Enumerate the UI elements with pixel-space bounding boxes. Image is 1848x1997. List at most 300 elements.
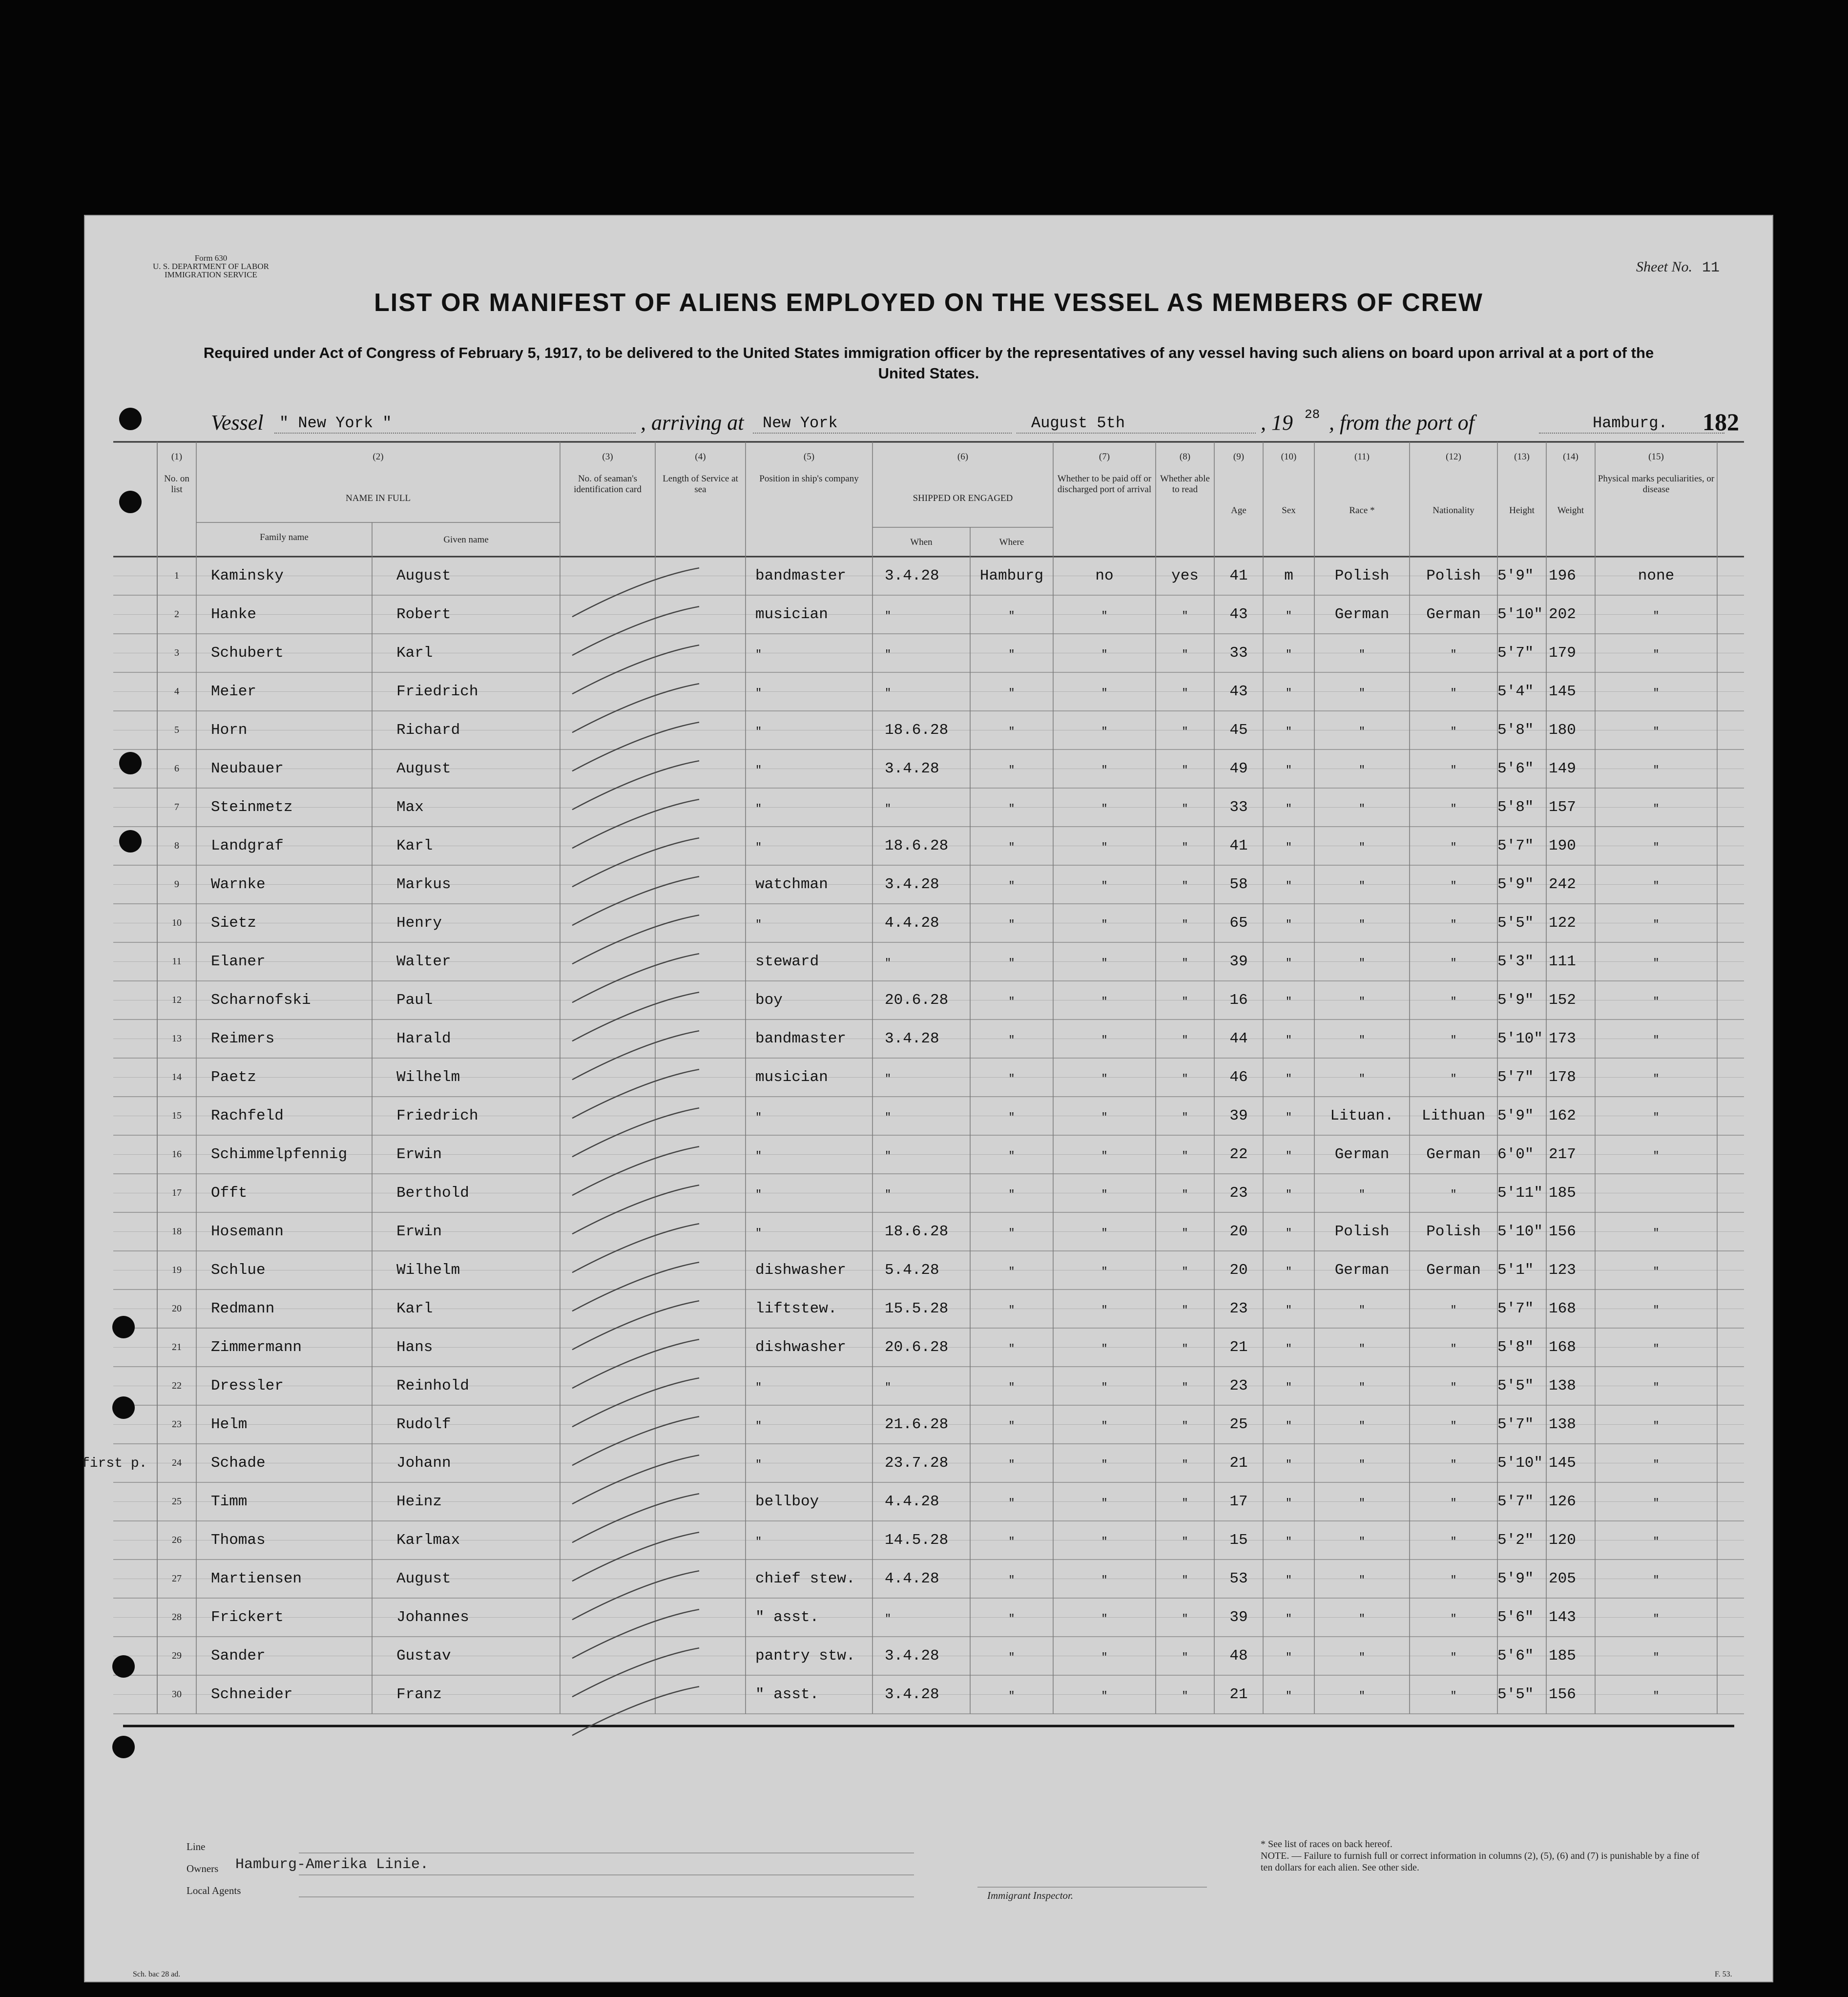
cell-read: " — [1182, 1343, 1188, 1355]
cell-height: 5'6" — [1497, 1609, 1534, 1626]
cell-race: Polish — [1334, 1223, 1390, 1240]
cell-where: " — [1008, 1651, 1015, 1664]
cell-position: dishwasher — [755, 1262, 847, 1279]
header-col-c9-label: Age — [1231, 505, 1246, 516]
cell-paid: " — [1101, 610, 1108, 622]
row-number: 24 — [172, 1457, 182, 1468]
form-number: Form 630 — [194, 253, 228, 263]
cell-age: 43 — [1229, 683, 1248, 700]
cell-marks: " — [1653, 1343, 1660, 1355]
cell-sex: " — [1285, 1304, 1292, 1316]
cell-position: bandmaster — [755, 1030, 847, 1047]
cell-nationality: German — [1426, 1146, 1481, 1163]
cell-given: Rudolf — [396, 1416, 451, 1433]
cell-weight: 157 — [1549, 799, 1576, 816]
cell-where: " — [1008, 880, 1015, 892]
cell-position: chief stew. — [755, 1570, 855, 1587]
cell-nationality: " — [1450, 841, 1457, 853]
cell-marks: " — [1653, 1073, 1660, 1085]
cell-weight: 196 — [1549, 567, 1576, 584]
cell-weight: 185 — [1549, 1185, 1576, 1202]
cell-read: " — [1182, 648, 1188, 661]
header-col-c11-number: (11) — [1354, 452, 1370, 462]
cell-read: " — [1182, 1536, 1188, 1548]
cell-when: 18.6.28 — [885, 1223, 949, 1240]
cell-paid: " — [1101, 1690, 1108, 1702]
tally-mark — [572, 1339, 699, 1388]
cell-where: " — [1008, 1613, 1015, 1625]
cell-when: 4.4.28 — [885, 915, 939, 932]
cell-weight: 138 — [1549, 1416, 1576, 1433]
cell-paid: " — [1101, 1034, 1108, 1046]
cell-height: 5'9" — [1497, 567, 1534, 584]
cell-position: " — [755, 1150, 762, 1162]
cell-marks: " — [1653, 648, 1660, 661]
cell-age: 16 — [1229, 992, 1248, 1009]
cell-when: " — [885, 687, 892, 699]
cell-weight: 156 — [1549, 1686, 1576, 1703]
cell-marks: " — [1653, 996, 1660, 1008]
cell-read: " — [1182, 1420, 1188, 1432]
tally-mark — [572, 1648, 699, 1697]
cell-weight: 168 — [1549, 1300, 1576, 1317]
cell-read: " — [1182, 1111, 1188, 1123]
cell-height: 5'8" — [1497, 799, 1534, 816]
cell-nationality: " — [1450, 1343, 1457, 1355]
cell-when: 3.4.28 — [885, 1030, 939, 1047]
cell-marks: " — [1653, 726, 1660, 738]
cell-weight: 162 — [1549, 1107, 1576, 1124]
cell-marks: " — [1653, 957, 1660, 969]
row-number: 5 — [174, 725, 179, 735]
cell-given: August — [396, 1570, 451, 1587]
cell-marks: " — [1653, 1150, 1660, 1162]
tally-mark — [572, 1262, 699, 1311]
cell-where: " — [1008, 687, 1015, 699]
cell-weight: 185 — [1549, 1647, 1576, 1664]
cell-where: " — [1008, 1343, 1015, 1355]
cell-marks: " — [1653, 1651, 1660, 1664]
cell-sex: " — [1285, 1420, 1292, 1432]
cell-height: 5'7" — [1497, 1493, 1534, 1510]
cell-marks: " — [1653, 1536, 1660, 1548]
cell-height: 5'8" — [1497, 1339, 1534, 1356]
cell-family: Kaminsky — [211, 567, 284, 584]
cell-family: Warnke — [211, 876, 266, 893]
cell-height: 5'7" — [1497, 837, 1534, 854]
cell-sex: " — [1285, 841, 1292, 853]
cell-weight: 205 — [1549, 1570, 1576, 1587]
cell-age: 20 — [1229, 1223, 1248, 1240]
row-number: 26 — [172, 1535, 182, 1545]
cell-race: " — [1358, 726, 1366, 738]
cell-race: German — [1334, 1262, 1390, 1279]
cell-paid: " — [1101, 1574, 1108, 1586]
cell-weight: 156 — [1549, 1223, 1576, 1240]
cell-when: 20.6.28 — [885, 1339, 949, 1356]
cell-height: 5'9" — [1497, 1570, 1534, 1587]
cell-position: " — [755, 1188, 762, 1201]
cell-where: " — [1008, 726, 1015, 738]
cell-age: 20 — [1229, 1262, 1248, 1279]
header-col-c2-number: (2) — [373, 452, 384, 462]
header-col-c3-number: (3) — [602, 452, 613, 462]
arriving-label: , arriving at — [641, 411, 744, 435]
binder-hole — [112, 1736, 135, 1758]
row-number: 4 — [174, 686, 179, 697]
cell-race: " — [1358, 841, 1366, 853]
cell-when: 14.5.28 — [885, 1532, 949, 1549]
cell-family: Zimmermann — [211, 1339, 302, 1356]
row-number: 23 — [172, 1419, 182, 1430]
cell-sex: " — [1285, 1266, 1292, 1278]
cell-read: " — [1182, 1458, 1188, 1471]
tally-mark — [572, 1455, 699, 1504]
cell-when: " — [885, 610, 892, 622]
row-number: 28 — [172, 1612, 182, 1623]
cell-read: " — [1182, 1073, 1188, 1085]
cell-height: 5'1" — [1497, 1262, 1534, 1279]
cell-race: " — [1358, 1304, 1366, 1316]
cell-when: 21.6.28 — [885, 1416, 949, 1433]
cell-race: " — [1358, 1188, 1366, 1201]
cell-position: dishwasher — [755, 1339, 847, 1356]
cell-weight: 122 — [1549, 915, 1576, 932]
cell-given: Gustav — [396, 1647, 451, 1664]
cell-sex: " — [1285, 1073, 1292, 1085]
cell-nationality: " — [1450, 1690, 1457, 1702]
cell-sex: " — [1285, 957, 1292, 969]
cell-given: Robert — [396, 606, 451, 623]
cell-age: 53 — [1229, 1570, 1248, 1587]
cell-marks: " — [1653, 764, 1660, 776]
cell-position: " — [755, 918, 762, 931]
cell-height: 5'10" — [1497, 606, 1543, 623]
cell-given: Paul — [396, 992, 433, 1009]
cell-height: 5'8" — [1497, 722, 1534, 739]
cell-weight: 145 — [1549, 1455, 1576, 1472]
row-number: 12 — [172, 995, 182, 1005]
cell-sex: " — [1285, 764, 1292, 776]
cell-race: " — [1358, 1613, 1366, 1625]
cell-family: Horn — [211, 722, 248, 739]
cell-family: Timm — [211, 1493, 248, 1510]
arrival-date: August 5th — [1031, 414, 1125, 432]
cell-paid: " — [1101, 1073, 1108, 1085]
cell-family: Steinmetz — [211, 799, 293, 816]
footnote-races: * See list of races on back hereof. — [1261, 1839, 1392, 1850]
cell-marks: " — [1653, 1304, 1660, 1316]
cell-marks: " — [1653, 1458, 1660, 1471]
cell-where: " — [1008, 1111, 1015, 1123]
cell-position: " — [755, 1420, 762, 1432]
cell-when: " — [885, 803, 892, 815]
cell-given: Henry — [396, 915, 442, 932]
row-number: 18 — [172, 1226, 182, 1237]
cell-marks: none — [1638, 567, 1675, 584]
cell-family: Paetz — [211, 1069, 257, 1086]
cell-family: Martiensen — [211, 1570, 302, 1587]
cell-position: boy — [755, 992, 783, 1009]
row-annotation: first p. — [82, 1456, 147, 1471]
cell-when: " — [885, 1613, 892, 1625]
cell-read: " — [1182, 687, 1188, 699]
row-number: 10 — [172, 917, 182, 928]
cell-race: " — [1358, 1420, 1366, 1432]
cell-when: 3.4.28 — [885, 760, 939, 777]
cell-given: Richard — [396, 722, 460, 739]
cell-nationality: " — [1450, 803, 1457, 815]
sheet-number-label: Sheet No. — [1636, 259, 1692, 275]
cell-nationality: " — [1450, 726, 1457, 738]
cell-age: 25 — [1229, 1416, 1248, 1433]
binder-hole — [119, 491, 142, 513]
cell-weight: 111 — [1549, 953, 1576, 970]
cell-weight: 242 — [1549, 876, 1576, 893]
tally-mark — [572, 1571, 699, 1620]
row-number: 9 — [174, 879, 179, 890]
cell-marks: " — [1653, 1613, 1660, 1625]
cell-nationality: " — [1450, 687, 1457, 699]
tally-mark — [572, 838, 699, 887]
cell-race: " — [1358, 1690, 1366, 1702]
cell-age: 46 — [1229, 1069, 1248, 1086]
cell-nationality: " — [1450, 880, 1457, 892]
cell-where: " — [1008, 1458, 1015, 1471]
service-name: IMMIGRATION SERVICE — [165, 270, 257, 279]
tally-mark — [572, 915, 699, 964]
cell-when: 3.4.28 — [885, 1686, 939, 1703]
cell-read: " — [1182, 957, 1188, 969]
cell-read: " — [1182, 610, 1188, 622]
vessel-label: Vessel — [211, 411, 264, 435]
header-col-c6-number: (6) — [957, 452, 969, 462]
cell-when: " — [885, 957, 892, 969]
cell-family: Sietz — [211, 915, 257, 932]
cell-when: 3.4.28 — [885, 567, 939, 584]
row-number: 13 — [172, 1033, 182, 1044]
cell-nationality: " — [1450, 1420, 1457, 1432]
cell-paid: " — [1101, 1150, 1108, 1162]
cell-given: Johannes — [396, 1609, 469, 1626]
header-sub-c6b: Where — [999, 537, 1024, 547]
cell-given: Heinz — [396, 1493, 442, 1510]
tally-mark — [572, 722, 699, 771]
cell-age: 23 — [1229, 1377, 1248, 1394]
cell-read: " — [1182, 1613, 1188, 1625]
cell-where: " — [1008, 648, 1015, 661]
cell-nationality: " — [1450, 1574, 1457, 1586]
cell-position: " — [755, 648, 762, 661]
cell-marks: " — [1653, 1381, 1660, 1394]
tally-mark — [572, 1494, 699, 1542]
cell-given: Wilhelm — [396, 1262, 460, 1279]
header-col-c10-label: Sex — [1282, 505, 1296, 516]
cell-given: Walter — [396, 953, 451, 970]
cell-nationality: " — [1450, 1188, 1457, 1201]
cell-age: 58 — [1229, 876, 1248, 893]
cell-weight: 180 — [1549, 722, 1576, 739]
year-suffix: 28 — [1305, 407, 1320, 422]
row-number: 11 — [172, 956, 182, 967]
cell-family: Schubert — [211, 645, 284, 662]
cell-where: " — [1008, 1073, 1015, 1085]
cell-family: Schade — [211, 1455, 266, 1472]
manifest-sheet — [84, 215, 1773, 1982]
header-col-c12-label: Nationality — [1433, 505, 1474, 516]
cell-position: " — [755, 841, 762, 853]
cell-marks: " — [1653, 841, 1660, 853]
cell-height: 5'9" — [1497, 992, 1534, 1009]
tally-mark — [572, 1378, 699, 1427]
cell-paid: " — [1101, 1188, 1108, 1201]
cell-height: 5'9" — [1497, 1107, 1534, 1124]
cell-read: " — [1182, 1188, 1188, 1201]
row-number: 25 — [172, 1496, 182, 1507]
cell-height: 5'7" — [1497, 1069, 1534, 1086]
cell-family: Dressler — [211, 1377, 284, 1394]
cell-when: 18.6.28 — [885, 722, 949, 739]
page-subtitle: Required under Act of Congress of February 5, 1917, to be delivered to the United States immigration officer by the representatives of any vessel having such aliens on board upon arrival at a port of the United States. — [203, 344, 1654, 382]
cell-race: " — [1358, 957, 1366, 969]
cell-race: " — [1358, 803, 1366, 815]
cell-given: Max — [396, 799, 424, 816]
cell-sex: " — [1285, 996, 1292, 1008]
cell-position: bandmaster — [755, 567, 847, 584]
cell-given: Karl — [396, 645, 433, 662]
cell-sex: " — [1285, 803, 1292, 815]
cell-where: " — [1008, 918, 1015, 931]
from-port-label: , from the port of — [1329, 411, 1474, 435]
row-number: 29 — [172, 1650, 182, 1661]
cell-family: Hosemann — [211, 1223, 284, 1240]
cell-position: pantry stw. — [755, 1647, 855, 1664]
cell-age: 17 — [1229, 1493, 1248, 1510]
cell-marks: " — [1653, 1034, 1660, 1046]
cell-family: Schimmelpfennig — [211, 1146, 348, 1163]
arrival-port: New York — [763, 414, 838, 432]
header-col-c1-label: No. on list — [164, 474, 189, 495]
cell-given: Friedrich — [396, 683, 478, 700]
header-col-c13-label: Height — [1509, 505, 1535, 516]
cell-height: 5'6" — [1497, 1647, 1534, 1664]
cell-paid: " — [1101, 1304, 1108, 1316]
cell-weight: 143 — [1549, 1609, 1576, 1626]
cell-weight: 202 — [1549, 606, 1576, 623]
tally-mark — [572, 1416, 699, 1465]
cell-nationality: " — [1450, 1651, 1457, 1664]
header-col-c6-label: SHIPPED OR ENGAGED — [913, 493, 1013, 503]
row-number: 17 — [172, 1187, 182, 1198]
tally-mark — [572, 799, 699, 848]
cell-paid: " — [1101, 996, 1108, 1008]
row-number: 15 — [172, 1110, 182, 1121]
cell-nationality: " — [1450, 764, 1457, 776]
header-col-c15-number: (15) — [1648, 452, 1664, 462]
cell-race: " — [1358, 764, 1366, 776]
footnote — [1261, 1838, 1700, 1873]
cell-paid: " — [1101, 1111, 1108, 1123]
cell-read: " — [1182, 1304, 1188, 1316]
cell-where: " — [1008, 764, 1015, 776]
cell-read: " — [1182, 1381, 1188, 1394]
cell-given: Markus — [396, 876, 451, 893]
cell-paid: " — [1101, 880, 1108, 892]
header-sub-c2b: Given name — [443, 535, 489, 545]
cell-given: Reinhold — [396, 1377, 469, 1394]
cell-read: yes — [1171, 567, 1199, 584]
header-col-c15-label: Physical marks peculiarities, or disease — [1598, 474, 1715, 495]
cell-read: " — [1182, 1690, 1188, 1702]
cell-position: " — [755, 803, 762, 815]
cell-weight: 178 — [1549, 1069, 1576, 1086]
cell-read: " — [1182, 1497, 1188, 1509]
header-sub-c2a: Family name — [260, 532, 309, 542]
cell-race: " — [1358, 1536, 1366, 1548]
cell-where: " — [1008, 1150, 1015, 1162]
cell-position: liftstew. — [755, 1300, 837, 1317]
cell-height: 6'0" — [1497, 1146, 1534, 1163]
cell-read: " — [1182, 841, 1188, 853]
cell-position: bellboy — [755, 1493, 819, 1510]
cell-where: " — [1008, 1536, 1015, 1548]
cell-family: Meier — [211, 683, 257, 700]
cell-paid: " — [1101, 1458, 1108, 1471]
cell-sex: m — [1284, 567, 1293, 584]
cell-position: watchman — [755, 876, 828, 893]
cell-age: 21 — [1229, 1686, 1248, 1703]
cell-family: Neubauer — [211, 760, 284, 777]
header-col-c4-label: Length of Service at sea — [663, 474, 738, 495]
cell-height: 5'10" — [1497, 1455, 1543, 1472]
binder-hole — [112, 1396, 135, 1419]
cell-sex: " — [1285, 1497, 1292, 1509]
cell-position: " — [755, 1227, 762, 1239]
tally-mark — [572, 1031, 699, 1080]
cell-when: " — [885, 1381, 892, 1394]
header-col-c13-number: (13) — [1514, 452, 1530, 462]
cell-when: 3.4.28 — [885, 876, 939, 893]
tally-mark — [572, 1532, 699, 1581]
local-agents-label: Local Agents — [187, 1885, 241, 1896]
row-number: 30 — [172, 1689, 182, 1700]
cell-where: " — [1008, 1381, 1015, 1394]
page-title: LIST OR MANIFEST OF ALIENS EMPLOYED ON THE VESSEL AS MEMBERS OF CREW — [374, 289, 1483, 317]
cell-where: " — [1008, 1227, 1015, 1239]
cell-race: " — [1358, 1073, 1366, 1085]
cell-marks: " — [1653, 918, 1660, 931]
cell-read: " — [1182, 1227, 1188, 1239]
cell-sex: " — [1285, 1343, 1292, 1355]
cell-sex: " — [1285, 880, 1292, 892]
cell-sex: " — [1285, 1574, 1292, 1586]
cell-sex: " — [1285, 687, 1292, 699]
cell-race: " — [1358, 1034, 1366, 1046]
cell-race: Polish — [1334, 567, 1390, 584]
cell-nationality: " — [1450, 1304, 1457, 1316]
cell-weight: 190 — [1549, 837, 1576, 854]
cell-marks: " — [1653, 687, 1660, 699]
cell-race: " — [1358, 1381, 1366, 1394]
row-number: 3 — [174, 647, 179, 658]
cell-read: " — [1182, 880, 1188, 892]
cell-paid: " — [1101, 1343, 1108, 1355]
row-number: 27 — [172, 1573, 182, 1584]
cell-position: " asst. — [755, 1609, 819, 1626]
cell-paid: " — [1101, 1420, 1108, 1432]
cell-where: " — [1008, 1034, 1015, 1046]
cell-nationality: " — [1450, 996, 1457, 1008]
